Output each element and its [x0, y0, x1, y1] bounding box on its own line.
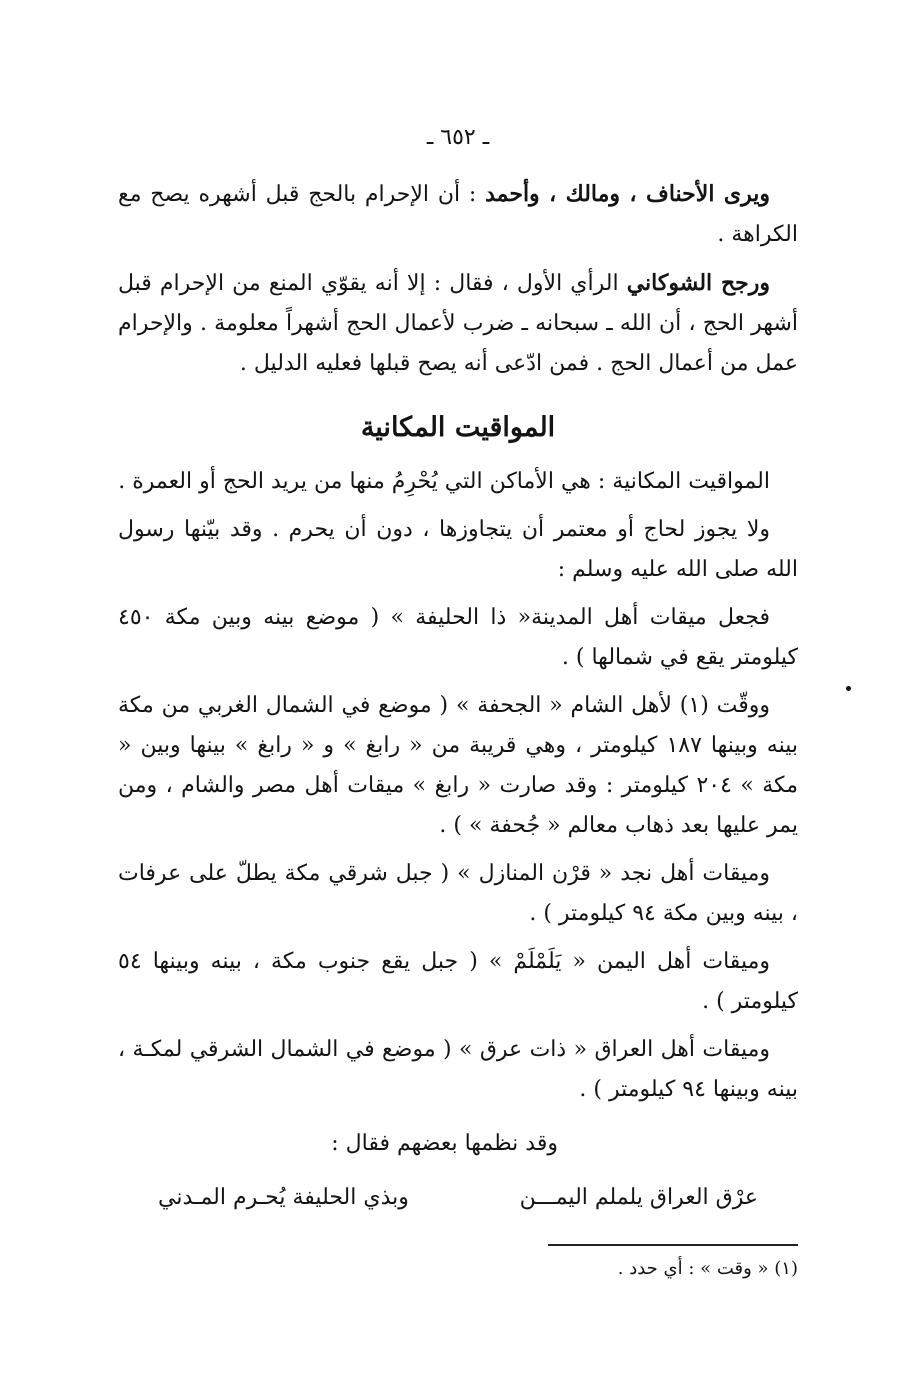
paragraph-views-of-schools: [118, 174, 798, 255]
footnote-divider: [548, 1244, 798, 1246]
footnote: (١) « وقت » : أي حدد .: [617, 1258, 798, 1279]
scholars-names: ويرى الأحناف ، ومالك ، وأحمد: [485, 181, 770, 207]
paragraph-miqat-iraq: وميقات أهل العراق « ذات عرق » ( موضع في الشمال الشرقي لمكـة ، بينه وبينها ٩٤ كيلومتر ) .: [118, 1037, 798, 1102]
paragraph-miqat-yemen: وميقات أهل اليمن « يَلَمْلَمْ » ( جبل يقع جنوب مكة ، بينه وبينها ٥٤ كيلومتر ) .: [118, 949, 798, 1014]
scholar-name: ورجح الشوكاني: [626, 270, 770, 296]
paragraph-miqat-madinah: فجعل ميقات أهل المدينة« ذا الحليفة » ( موضع بينه وبين مكة ٤٥٠ كيلومتر يقع في شمالها ) .: [118, 605, 798, 670]
document-page: [118, 118, 798, 1292]
paragraph-definition: المواقيت المكانية : هي الأماكن التي يُحْرِمُ منها من يريد الحج أو العمرة .: [118, 469, 770, 494]
verse-second-hemistich: وبذي الحليفة يُحـرم المـدني: [158, 1185, 409, 1210]
verse-introduction: وقد نظمها بعضهم فقال :: [331, 1131, 558, 1156]
paragraph-text: الرأي الأول ، فقال : إلا أنه يقوّي المنع من الإحرام قبل أشهر الحج ، أن الله ـ سبحانه ـ ضرب لأعمال الحج أشهراً معلومة . والإحرام عمل من أعمال الحج . فمن ادّعى أنه يصح قبلها فعليه الدليل .: [118, 271, 798, 376]
paragraph-miqat-sham: ووقّت (١) لأهل الشام « الجحفة » ( موضع في الشمال الغربي من مكة بينه وبينها ١٨٧ كيلومتر ، وهي قريبة من « رابغ » و « رابغ » بينها وبين « مكة » ٢٠٤ كيلومتر : وقد صارت « رابغ » ميقات أهل مصر والشام ، ومن يمر عليها بعد ذهاب معالم « جُحفة » ) .: [118, 693, 798, 838]
verse-first-hemistich: عرْق العراق يلملم اليمـــن: [519, 1185, 758, 1210]
section-heading: المواقيت المكانية: [360, 412, 556, 443]
page-number: ـ ٦٥٢ ـ: [426, 125, 490, 150]
paragraph-miqat-najd: وميقات أهل نجد « قرْن المنازل » ( جبل شرقي مكة يطلّ على عرفات ، بينه وبين مكة ٩٤ كيلومتر ) .: [118, 861, 798, 926]
margin-dot: [846, 686, 851, 691]
paragraph-shawkani-preference: [118, 263, 798, 384]
paragraph-text: : أن الإحرام بالحج قبل أشهره يصح مع الكراهة .: [118, 182, 798, 247]
poem-verse: [158, 1176, 758, 1220]
paragraph-prohibition: ولا يجوز لحاج أو معتمر أن يتجاوزها ، دون أن يحرم . وقد بيّنها رسول الله صلى الله عليه وسلم :: [118, 517, 798, 582]
